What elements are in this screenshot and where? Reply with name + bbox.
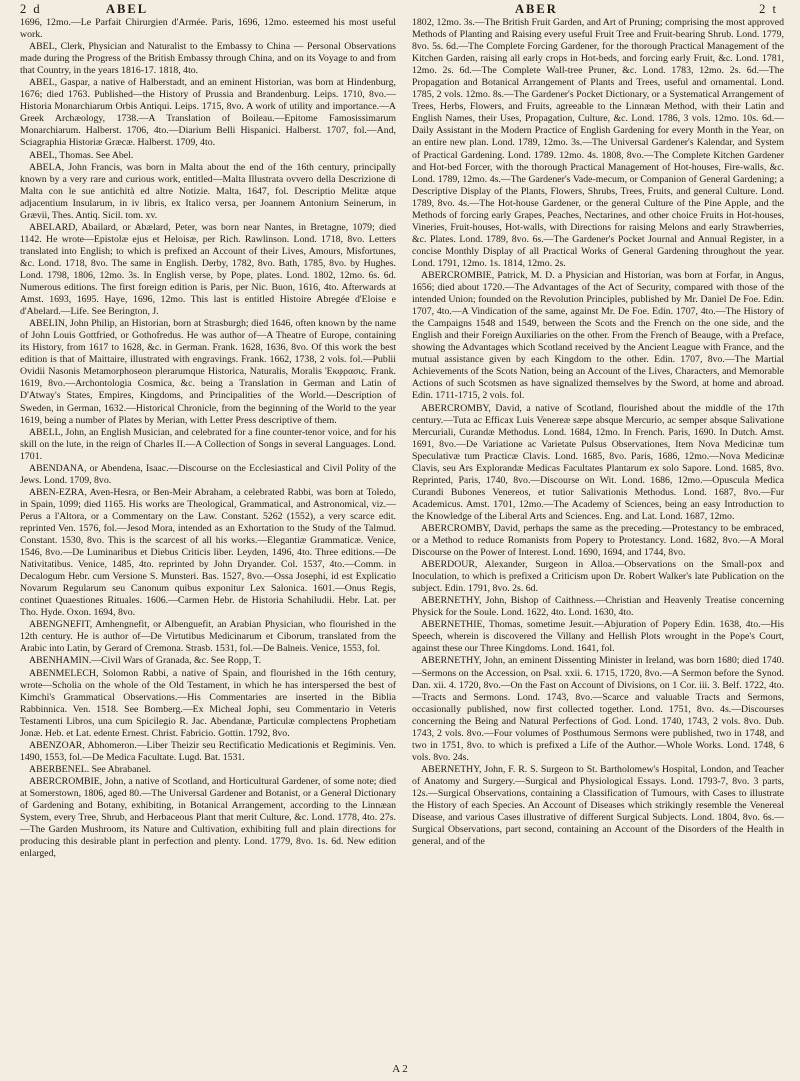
left-running-title: ABEL	[106, 2, 149, 16]
entry-abendana-isaac: ABENDANA, or Abendena, Isaac.—Discourse on the Ecclesiastical and Civil Polity of the Jews. Lond. 1709, 8vo.	[20, 462, 396, 486]
left-column	[20, 17, 396, 1062]
entry-abercromby-david: ABERCROMBY, David, a native of Scotland, flourished about the middle of the 17th century.—Tuta ac Efficax Luis Venereæ sæpe absque Mercurio, ac semper absque Salivatione Mercuriali, Curandæ Methodus. Lond. 1684, 12mo. In French. Paris, 1690. In Dutch. Amst. 1691, 8vo.—De Variatione ac Varietate Pulsus Observationes, Item Nova Medicinæ tum Speculativæ tum Practicæ Clavis. Lond. 1685, 8vo. Paris, 1686, 12mo.—Nova Medicinæ Clavis, seu Ars Explorandæ Medicas Facultates Plantarum ex solo Sapore. Lond. 1685, 8vo. Reprinted, Paris, 1740, 8vo.—Discourse on Wit. Lond. 1686, 12mo.—Opuscula Medica Curandi Bubones Venereos, et tutior Salivationis Methodus. Lond. 1687, 8vo.—Fur Academicus. Amst. 1701, 12mo.—The Academy of Sciences, being an easy Introduction to the Knowledge of the Liberal Arts and Sciences. Eng. and Lat. Lond. 1687, 12mo.	[412, 402, 784, 522]
right-column	[412, 17, 784, 1062]
left-page-number: 2 d	[20, 2, 42, 16]
entry-abengnefit: ABENGNEFIT, Amhengnefit, or Albenguefit, an Arabian Physician, who flourished in the 12th century. He is author of—De Virtutibus Medicinarum et Ciborum, translated from the Arabic into Latin, by Gerard of Cremona. Strasb. 1531, fol.—De Balneis. Venice, 1553, fol.	[20, 619, 396, 655]
entry-abela-john-francis: ABELA, John Francis, was born in Malta about the end of the 16th century, principally known by a very rare and curious work, entitled—Malta Illustrata ovvero della Descrizione di Malta con le sue antichità ed altre Notizie. Malta, 1647, fol. Descriptio Melitæ atque adjacentium Insularum, in iv libris, ex Italico versa, per Joannem Antonium Seinerum, in Grævii, Thes. Antiq. Sicil. tom. xv.	[20, 161, 396, 221]
entry-abelard-peter: ABELARD, Abailard, or Abælard, Peter, was born near Nantes, in Bretagne, 1079; died 1142. He wrote—Epistolæ ejus et Heloisæ, per Rich. Rawlinson. Lond. 1718, 8vo. Letters translated into English; to which is prefixed an Account of their Lives, Amours, Misfortunes, &c. Lond. 1718, 8vo. The same in English. Derby, 1782, 8vo. Bath, 1785, 8vo. by Hughes. Lond. 1798, 1806, 12mo. 3s. In English verse, by Pope, plates. Lond. 1802, 12mo. 6s. 6d. Numerous editions. The first foreign edition is Paris, per Nic. Buon, 1616, 4to. Afterwards at Amst. 1693, 1695. Haye, 1696, 12mo. This last is entitled Histoire Abregée d'Eloise e d'Abelard.—Life. See Berington, J.	[20, 221, 396, 318]
entry-abernethy-john-surgeon: ABERNETHY, John, F. R. S. Surgeon to St. Bartholomew's Hospital, London, and Teacher of Anatomy and Surgery.—Surgical and Physiological Essays. Lond. 1793-7, 8vo. 3 parts, 12s.—Surgical Observations, containing a Classification of Tumours, with Cases to illustrate the History of each Species. An Account of Diseases which strikingly resemble the Venereal Disease, and various Cases illustrative of different Surgical Subjects. Lond. 1804, 8vo. 6s.—Surgical Observations, part second, containing an Account of the Disorders of the Health in general, and of the	[412, 763, 784, 848]
entry-abernethie-thomas: ABERNETHIE, Thomas, sometime Jesuit.—Abjuration of Popery Edin. 1638, 4to.—His Speech, wherein is discovered the Villany and Hellish Plots wrought in the Pope's Court, against these our Three Kingdoms. Lond. 1641, fol.	[412, 619, 784, 655]
entry-abel-thomas: ABEL, Thomas. See Abel.	[29, 149, 134, 161]
entry-abel-clerk: ABEL, Clerk, Physician and Naturalist to the Embassy to China — Personal Observations made during the Progress of the British Embassy through China, and on its Voyage to and from that Country, in the years 1816-17. 1818, 4to.	[20, 41, 396, 77]
entry-aberdour-alexander: ABERDOUR, Alexander, Surgeon in Alloa.—Observations on the Small-pox and Inoculation, to which is prefixed a Criticism upon Dr. Robert Walker's late Publication on the subject. Edin. 1791, 8vo. 2s. 6d.	[412, 559, 784, 595]
entry-abenzoar: ABENZOAR, Abhomeron.—Liber Theizir seu Rectificatio Medicationis et Regiminis. Ven. 1490, 1553, fol.—De Medica Facultate. Lugd. Bat. 1531.	[20, 739, 396, 763]
running-header	[20, 2, 778, 17]
entry-abel-gaspar: ABEL, Gaspar, a native of Halberstadt, and an eminent Historian, was born at Hindenburg, 1676; died 1763. Published—the History of Prussia and Brandenburg. Leips. 1710, 8vo.—Historia Monarchiarum Orbis Antiqui. Leips. 1715, 8vo. A work of utility and importance.—A Greek Archæology, 1738.—A Translation of Boileau.—Epitome Famosissimarum Monarchiarum. Halberst. 1706, 4to.—Diarium Belli Hispanici. Halberst. 1707, fol.—And, Sciagraphia Historiæ Græcæ. Halberst. 1709, 4to.	[20, 77, 396, 149]
entry-abercrombie-patrick: ABERCROMBIE, Patrick, M. D. a Physician and Historian, was born at Forfar, in Angus, 1656; died about 1720.—The Advantages of the Act of Security, compared with those of the intended Union; founded on the Revolution Principles, published by Mr. Daniel De Foe. Edin. 1707, 4to.—A Vindication of the same, against Mr. De Foe. Edin. 1707, 4to.—The History of the Campaigns 1548 and 1549, between the Scots and the French on the one side, and the English and their Foreign Auxiliaries on the other. From the French of Beauge, with a Preface, showing the Advantages which Scotland received by the Ancient League with France, and the mutual assistance given by each Kingdom to the other. Edin. 1707, 8vo.—The Martial Achievements of the Scots Nation, being an Account of the Lives, Characters, and Memorable Actions of such Scotsmen as have signalized themselves by the Sword, at home and abroad. Edin. 1711-1715, 2 vols. fol.	[412, 269, 784, 402]
entry-abercrombie-john: ABERCROMBIE, John, a native of Scotland, and Horticultural Gardener, of some note; died at Somerstown, 1806, aged 80.—The Universal Gardener and Botanist, or a General Dictionary of Gardening and Botany, exhibiting, in Botanical Arrangement, according to the Linnæan System, every Tree, Shrub, and Herbaceous Plant that merit Culture, &c. Lond. 1778, 4to. 27s.—The Garden Mushroom, its Nature and Cultivation, exhibiting full and plain directions for producing this desirable plant in perfection and plenty. Lond. 1779, 8vo. 1s. 6d. New edition enlarged,	[20, 775, 396, 860]
entry-abell-john: ABELL, John, an English Musician, and celebrated for a fine counter-tenor voice, and for his skill on the lute, in the reign of Charles II.—A Collection of Songs in several Languages. Lond. 1701.	[20, 426, 396, 462]
entry-abenmelech-solomon: ABENMELECH, Solomon Rabbi, a native of Spain, and flourished in the 16th century, wrote—Scholia on the whole of the Old Testament, in which he has interspersed the best of Kimchi's Grammatical Observations.—His Commentaries are inserted in the Biblia Rabbinnica. Ven. 1518. See Bomberg.—Ex Micheal Jophi, seu Commentario in Veteris Testamenti Libros, una cum Spicilegio R. Jac. Abendanæ, Particulæ complectens Prophetiam Jonæ. Heb. et Lat. edente Ernest. Christ. Fabricio. Gottin. 1792, 8vo.	[20, 667, 396, 739]
entry-abernethy-john-bishop: ABERNETHY, John, Bishop of Caithness.—Christian and Heavenly Treatise concerning Physick for the Soule. Lond. 1622, 4to. Lond. 1630, 4to.	[412, 595, 784, 619]
entry-aberbenel: ABERBENEL. See Abrabanel.	[29, 763, 151, 775]
right-running-title: ABER	[515, 2, 558, 16]
entry-abenhamin: ABENHAMIN.—Civil Wars of Granada, &c. See Ropp, T.	[29, 655, 262, 667]
entry-continuation: 1802, 12mo. 3s.—The British Fruit Garden, and Art of Pruning; comprising the most approved Methods of Planting and Raising every useful Fruit Tree and Fruit-bearing Shrub. Lond. 1779, 8vo. 5s. 6d.—The Complete Forcing Gardener, for the thorough Practical Management of the Kitchen Garden, raising all early crops in Hot-beds, and forcing early Fruit, &c. Lond. 1781, 12mo. 2s. 6d.—The Complete Wall-tree Pruner, &c. Lond. 1783, 12mo. 2s. 6d.—The Propagation and Botanical Arrangement of Plants and Trees, useful and ornamental. Lond. 1785, 2 vols. 12mo. 8s.—The Gardener's Pocket Dictionary, or a Systematical Arrangement of Trees, Herbs, Flowers, and Fruits, agreeable to the Linnæan Method, with their Latin and English Names, their Uses, Propagation, Culture, &c. Lond. 1786, 3 vols. 12mo. 10s. 6d.—Daily Assistant in the Modern Practice of English Gardening for every Month in the Year, on an entire new plan. Lond. 1789, 12mo. 3s.—The Universal Gardener's Kalendar, and System of Practical Gardening. Lond. 1789. 12mo. 4s. 1808, 8vo.—The Complete Kitchen Gardener and Hot-bed Forcer, with the thorough Practical Management of Hot-houses, Fire-walls, &c. Lond. 1789, 12mo. 4s.—The Gardener's Vade-mecum, or Companion of General Gardening; a Descriptive Display of the Plants, Flowers, Shrubs, Trees, Fruits, and general Culture. Lond. 1789, 8vo. 4s.—The Hot-house Gardener, or the general Culture of the Pine Apple, and the Methods of forcing early Grapes, Peaches, Nectarines, and other choice Fruits in Hot-houses, Vineries, Fruit-houses, Hot-walls, with Directions for raising Melons and early Strawberries, &c. Plates. Lond. 1789, 8vo. 6s.—The Gardener's Pocket Journal and Annual Register, in a concise Monthly Display of all Practical Works of General Gardening throughout the year. Lond. 1791, 12mo. 1s. 1814, 12mo. 2s.	[412, 17, 784, 269]
entry-abercromby-david-2: ABERCROMBY, David, perhaps the same as the preceding.—Protestancy to be embraced, or a Method to reduce Romanists from Popery to Protestancy. Lond. 1682, 8vo.—A Moral Discourse on the Power of Interest. Lond. 1690, 1694, and 1744, 8vo.	[412, 522, 784, 559]
entry-paragraph: 1696, 12mo.—Le Parfait Chirurgien d'Armée. Paris, 1696, 12mo. esteemed his most useful work.	[20, 17, 396, 41]
entry-aben-ezra: ABEN-EZRA, Aven-Hesra, or Ben-Meir Abraham, a celebrated Rabbi, was born at Toledo, in Spain, 1099; died 1165. His works are Theological, Grammatical, and Astronomical, viz.—Perus a l'Altora, or a Commentary on the Law. Constant. 5262 (1552), a very scarce edit. reprinted Ven. 1576, fol.—Jesod Mora, intended as an Exhortation to the Study of the Talmud. Constant. 1530, 8vo. This is the scarcest of all his works.—Elegantiæ Grammaticæ. Venice, 1546, 8vo.—De Luminaribus et Diebus Criticis liber. Leyden, 1496, 4to. Three editions.—De Nativitatibus. Venice, 1485, 4to. reprinted by John Dryander. Col. 1537, 4to.—Comm. in Decalogum Hebr. cum Versione S. Munsteri. Bas. 1527, 8vo.—Ossa Josephi, id est Explicatio Novarum Regularum seu Canonum quibus exponitur Lex Salonica. 1601.—Onus Regis, continet Quaestiones Rituales. 1606.—Carmen Hebr. de Historia Schahiludii. Hebr. Lat. per Tho. Hyde. Oxon. 1694, 8vo.	[20, 486, 396, 619]
entry-abernethy-john-minister: ABERNETHY, John, an eminent Dissenting Minister in Ireland, was born 1680; died 1740.—Sermons on the Accession, on Psal. xxii. 6. 1715, 1720, 8vo.—A Sermon before the Synod. Dan. xii. 4. 1720, 8vo.—On the Fast on Account of Divisions, on 1 Cor. iii. 3. Belf. 1722, 4to.—Tracts and Sermons. Lond. 1743, 8vo.—Scarce and valuable Tracts and Sermons, occasionally published, now first collected together. Lond. 1751, 8vo. 4s.—Discourses concerning the Being and Natural Perfections of God. Lond. 1740, 1743, 2 vols. 8vo. Dub. 1743, 2 vols. 8vo.—Four volumes of Posthumous Sermons were published, two in 1748, and two in 1751, 8vo. to which is prefixed a Life of the Author.—Whole Works. Lond. 1748, 6 vols. 8vo. 24s.	[412, 655, 784, 763]
signature-mark: A 2	[392, 1063, 408, 1075]
entry-abelin-john-philip: ABELIN, John Philip, an Historian, born at Strasburgh; died 1646, often known by the name of John Louis Gottfried, or Gothofredus. He was author of—A Theatre of Europe, containing its History, from 1617 to 1628, &c. in German. Frank. 1628, 1636, 8vo. Of this work the best edition is that of Maittaire, illustrated with engravings. Frank. 1662, 1738, 2 vols. fol.—Publii Ovidii Nasonis Metamorphoseon plerarumque Historica, Naturalis, Moralis Ἐκφρασις. Frank. 1619, 8vo.—Archontologia Cosmica, &c. being a Translation in German and Latin of D'Atway's States, Empires, Kingdoms, and Principalities of the World.—Description of Sweden, in German, 1632.—Historical Chronicle, from the beginning of the World to the year 1619, being a number of Plates by Merian, with Letter Press descriptive of them.	[20, 318, 396, 426]
right-page-number: 2 t	[759, 2, 778, 16]
